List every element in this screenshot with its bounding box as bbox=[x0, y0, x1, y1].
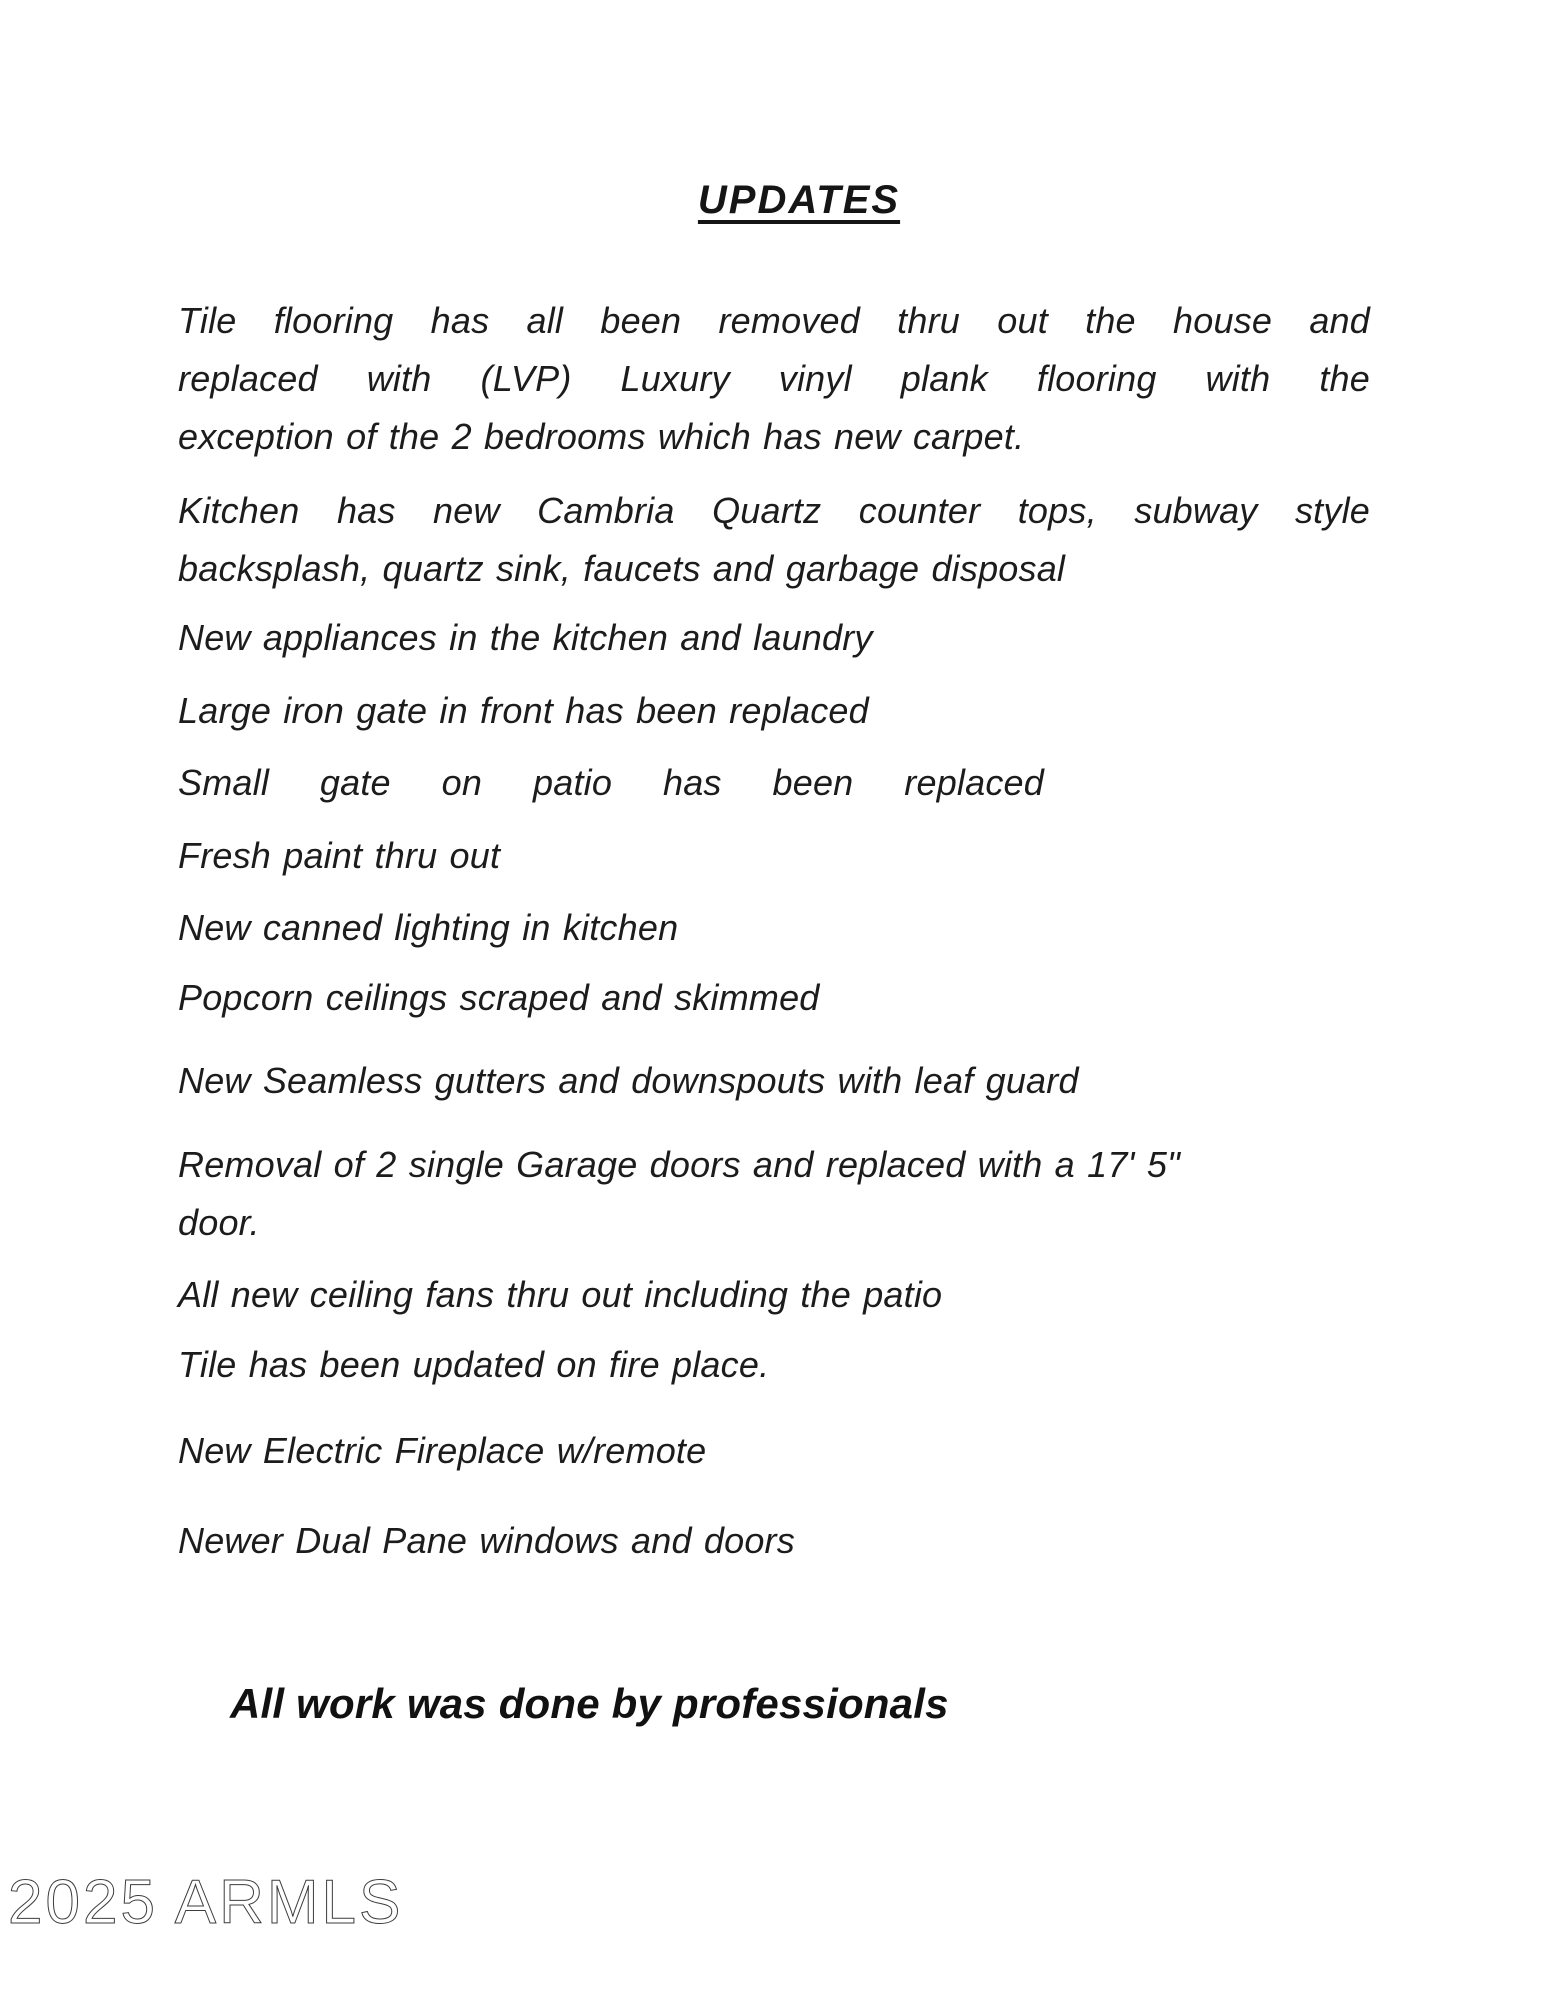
update-line: Kitchen has new Cambria Quartz counter tops, subway style bbox=[178, 490, 1370, 531]
update-line: New Seamless gutters and downspouts with leaf guard bbox=[178, 1060, 1079, 1101]
update-line: Tile has been updated on fire place. bbox=[178, 1344, 770, 1385]
update-line: New Electric Fireplace w/remote bbox=[178, 1430, 707, 1471]
update-line: Newer Dual Pane windows and doors bbox=[178, 1520, 795, 1561]
update-line: door. bbox=[178, 1202, 260, 1243]
update-line: Large iron gate in front has been replaced bbox=[178, 690, 869, 731]
update-line: Removal of 2 single Garage doors and replaced with a 17' 5" bbox=[178, 1144, 1181, 1185]
document-title: UPDATES bbox=[697, 178, 901, 222]
closing-statement: All work was done by professionals bbox=[230, 1680, 949, 1727]
update-line: New canned lighting in kitchen bbox=[178, 907, 679, 948]
document-content bbox=[178, 0, 1370, 1736]
update-line: exception of the 2 bedrooms which has new carpet. bbox=[178, 416, 1025, 457]
update-line: replaced with (LVP) Luxury vinyl plank flooring with the bbox=[178, 358, 1370, 399]
update-line: Small gate on patio has been replaced bbox=[178, 762, 1044, 803]
armls-watermark: 2025 ARMLS bbox=[8, 1868, 404, 1937]
update-line: New appliances in the kitchen and laundry bbox=[178, 617, 873, 658]
update-line: All new ceiling fans thru out including the patio bbox=[178, 1274, 943, 1315]
update-line: Tile flooring has all been removed thru out the house and bbox=[178, 300, 1370, 341]
update-line: Popcorn ceilings scraped and skimmed bbox=[178, 977, 820, 1018]
update-line: backsplash, quartz sink, faucets and garbage disposal bbox=[178, 548, 1066, 589]
update-line: Fresh paint thru out bbox=[178, 835, 501, 876]
